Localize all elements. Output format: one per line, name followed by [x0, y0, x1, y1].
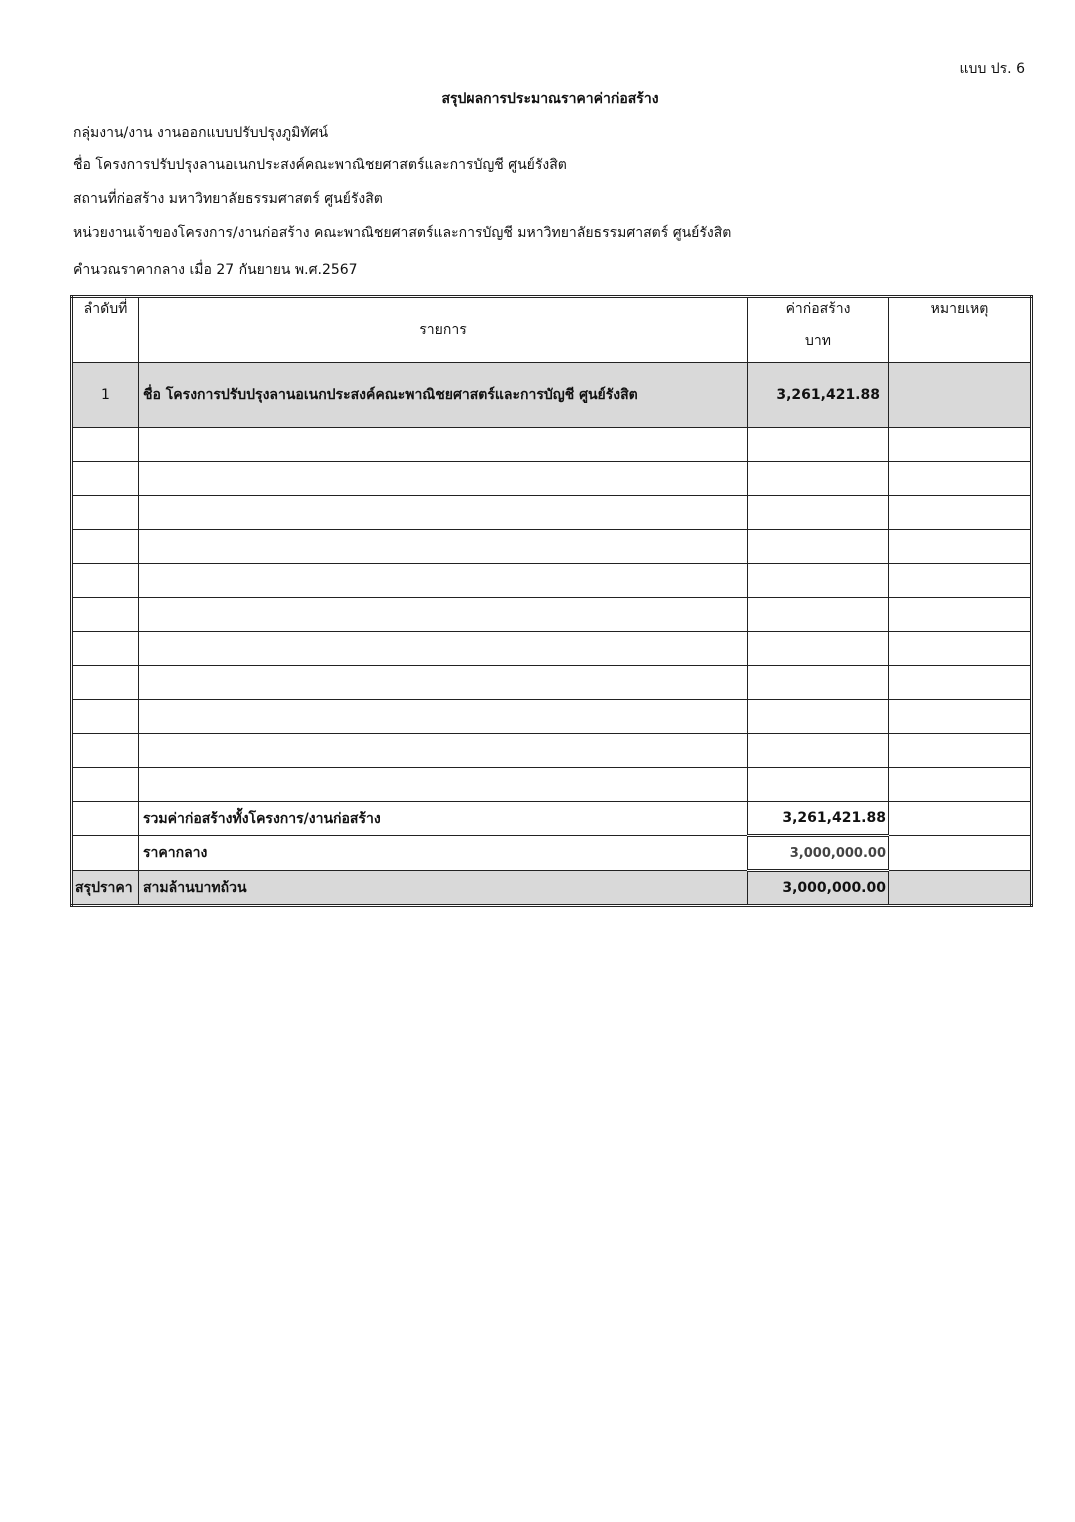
- row-cost: 3,261,421.88: [748, 363, 889, 428]
- total-row: [72, 802, 1032, 836]
- header-cost-unit: บาท: [805, 333, 831, 349]
- owner-agency-line: หน่วยงานเจ้าของโครงการ/งานก่อสร้าง คณะพาณิชยศาสตร์และการบัญชี มหาวิทยาลัยธรรมศาสตร์ ศูนย์รังสิต: [73, 225, 732, 241]
- cost-summary-table: [70, 295, 1033, 907]
- empty-row: [72, 734, 1032, 768]
- document-title: สรุปผลการประมาณราคาค่าก่อสร้าง: [441, 91, 659, 107]
- header-cost-label: ค่าก่อสร้าง: [785, 301, 851, 317]
- total-value: 3,261,421.88: [748, 802, 889, 836]
- calculation-date-line: คำนวณราคากลาง เมื่อ 27 กันยายน พ.ศ.2567: [73, 262, 358, 278]
- empty-row: [72, 700, 1032, 734]
- header-no: ลำดับที่: [72, 297, 139, 363]
- construction-site-line: สถานที่ก่อสร้าง มหาวิทยาลัยธรรมศาสตร์ ศูนย์รังสิต: [73, 191, 383, 207]
- median-price-row: [72, 836, 1032, 871]
- empty-row: [72, 428, 1032, 462]
- empty-row: [72, 564, 1032, 598]
- empty-row: [72, 496, 1032, 530]
- median-price-label: ราคากลาง: [139, 836, 748, 871]
- summary-row: [72, 871, 1032, 906]
- empty-row: [72, 462, 1032, 496]
- summary-prefix: สรุปราคา: [72, 871, 139, 906]
- form-code: แบบ ปร. 6: [959, 61, 1025, 77]
- empty-row: [72, 530, 1032, 564]
- summary-text: สามล้านบาทถ้วน: [139, 871, 748, 906]
- table-header-row: [72, 297, 1032, 363]
- table-row: [72, 363, 1032, 428]
- header-cost: [748, 297, 889, 363]
- total-label: รวมค่าก่อสร้างทั้งโครงการ/งานก่อสร้าง: [139, 802, 748, 836]
- empty-row: [72, 632, 1032, 666]
- header-item: รายการ: [139, 297, 748, 363]
- empty-row: [72, 666, 1032, 700]
- row-remark: [889, 363, 1032, 428]
- empty-row: [72, 598, 1032, 632]
- empty-row: [72, 768, 1032, 802]
- summary-value: 3,000,000.00: [748, 871, 889, 906]
- header-remark: หมายเหตุ: [889, 297, 1032, 363]
- row-no: 1: [72, 363, 139, 428]
- row-item: ชื่อ โครงการปรับปรุงลานอเนกประสงค์คณะพาณิชยศาสตร์และการบัญชี ศูนย์รังสิต: [139, 363, 748, 428]
- median-price-value: 3,000,000.00: [748, 836, 889, 871]
- work-group-line: กลุ่มงาน/งาน งานออกแบบปรับปรุงภูมิทัศน์: [73, 125, 329, 141]
- project-name-line: ชื่อ โครงการปรับปรุงลานอเนกประสงค์คณะพาณิชยศาสตร์และการบัญชี ศูนย์รังสิต: [73, 157, 567, 173]
